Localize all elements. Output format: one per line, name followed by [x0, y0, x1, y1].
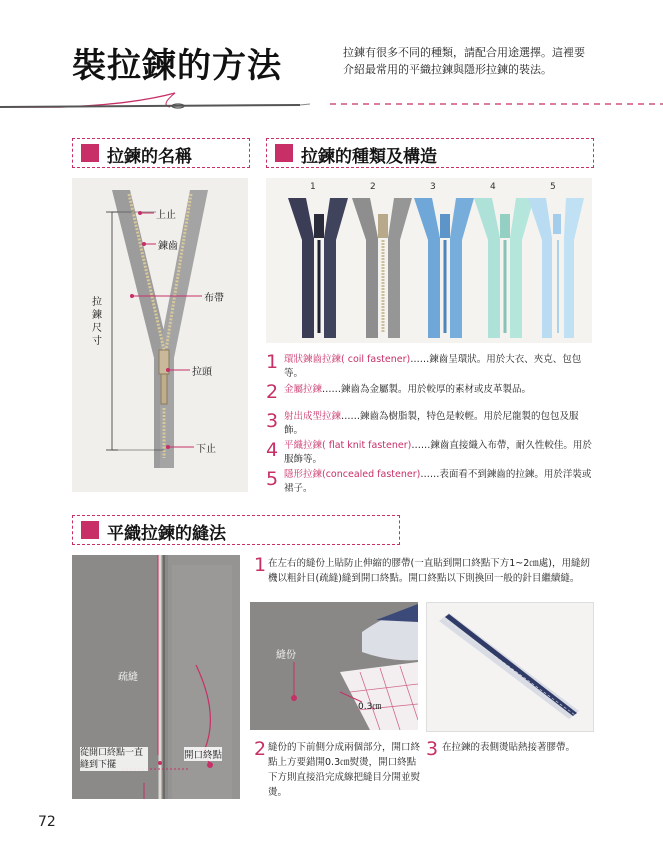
zipper-types-illustration [266, 178, 592, 343]
type-desc: ……鍊齒為樹脂製，特色是較輕。用於尼龍製的包包及服飾。 [284, 411, 579, 436]
label-basting: 疏縫 [118, 672, 138, 683]
label-open-end: 開口終點 [184, 747, 222, 761]
section-title: 拉鍊的名稱 [107, 147, 192, 167]
label-bottom-stop: 下止 [196, 444, 216, 455]
label-regular-stitch: 從開口終點一直縫到下擺 [80, 747, 148, 771]
step-number: 3 [426, 738, 439, 760]
zipper-number-1: 1 [310, 182, 316, 192]
label-length: 拉鍊尺寸 [92, 297, 102, 347]
step-number: 1 [254, 554, 267, 576]
zipper-number-2: 2 [370, 182, 376, 192]
page-title: 裝拉鍊的方法 [72, 46, 282, 86]
zipper-number-3: 3 [430, 182, 436, 192]
type-desc: ……鍊齒呈環狀。用於大衣、夾克、包包等。 [284, 354, 582, 379]
section-header-sewing [72, 515, 400, 545]
section-title: 平織拉鍊的縫法 [107, 524, 226, 544]
type-desc: ……鍊齒直接織入布帶，耐久性較佳。用於服飾等。 [284, 440, 592, 465]
section-header-types [266, 138, 594, 168]
label-top-stop: 上止 [156, 210, 176, 221]
type-name: 隱形拉鍊(concealed fastener) [284, 469, 421, 480]
type-item-4 [284, 439, 594, 467]
iron-seam-illustration [250, 602, 418, 730]
step-number: 2 [254, 738, 267, 760]
zipper-number-4: 4 [490, 182, 496, 192]
type-name: 環狀鍊齒拉鍊( coil fastener) [284, 354, 411, 365]
type-number: 1 [266, 351, 279, 373]
type-number: 2 [266, 381, 279, 403]
needle-thread-decoration [0, 85, 663, 120]
section-header-names [72, 138, 250, 168]
type-desc: ……表面看不到鍊齒的拉鍊。用於洋裝或裙子。 [284, 469, 592, 494]
type-item-5 [284, 468, 594, 496]
type-number: 3 [266, 410, 279, 432]
label-tape: 布帶 [204, 293, 224, 304]
type-item-3 [284, 410, 594, 438]
zipper-types-photo [266, 178, 592, 343]
label-seam-allowance: 縫份 [276, 650, 296, 661]
page-number: 72 [38, 814, 56, 830]
zipper-parts-photo [72, 178, 248, 492]
type-number: 4 [266, 439, 279, 461]
section-marker [81, 521, 99, 539]
zipper-tape-illustration [427, 603, 593, 731]
zipper-tape-photo [426, 602, 594, 732]
step-3-text: 在拉鍊的表側燙貼熱接著膠帶。 [442, 742, 576, 753]
type-item-1 [284, 353, 594, 381]
section-marker [275, 144, 293, 162]
iron-seam-photo [250, 602, 418, 730]
type-item-2 [284, 383, 594, 397]
step-1-text: 在左右的縫份上貼防止伸縮的膠帶(一直貼到開口終點下方1~2㎝處)，用縫紉機以粗針目(疏縫)縫到開口終點。開口終點以下則換回一般的針目繼續縫。 [268, 558, 590, 584]
section-marker [81, 144, 99, 162]
label-teeth: 鍊齒 [158, 241, 178, 252]
basting-seam-photo [72, 555, 240, 799]
type-name: 射出成型拉鍊 [284, 411, 342, 422]
label-offset: 0.3㎝ [358, 702, 382, 712]
type-name: 平織拉鍊( flat knit fastener) [284, 440, 412, 451]
label-slider: 拉頭 [192, 367, 212, 378]
section-title: 拉鍊的種類及構造 [301, 147, 437, 167]
type-desc: ……鍊齒為金屬製。用於較厚的素材或皮革製品。 [322, 384, 532, 395]
zipper-number-5: 5 [550, 182, 556, 192]
intro-text: 拉鍊有很多不同的種類，請配合用途選擇。這裡要介紹最常用的平織拉鍊與隱形拉鍊的裝法。 [343, 46, 585, 76]
step-2-text: 縫份的下前側分成兩個部分，開口終點上方要錯開0.3㎝熨燙，開口終點下方則直接沿完成線把縫目分開並熨燙。 [268, 742, 421, 798]
type-number: 5 [266, 468, 279, 490]
type-name: 金屬拉鍊 [284, 384, 323, 395]
